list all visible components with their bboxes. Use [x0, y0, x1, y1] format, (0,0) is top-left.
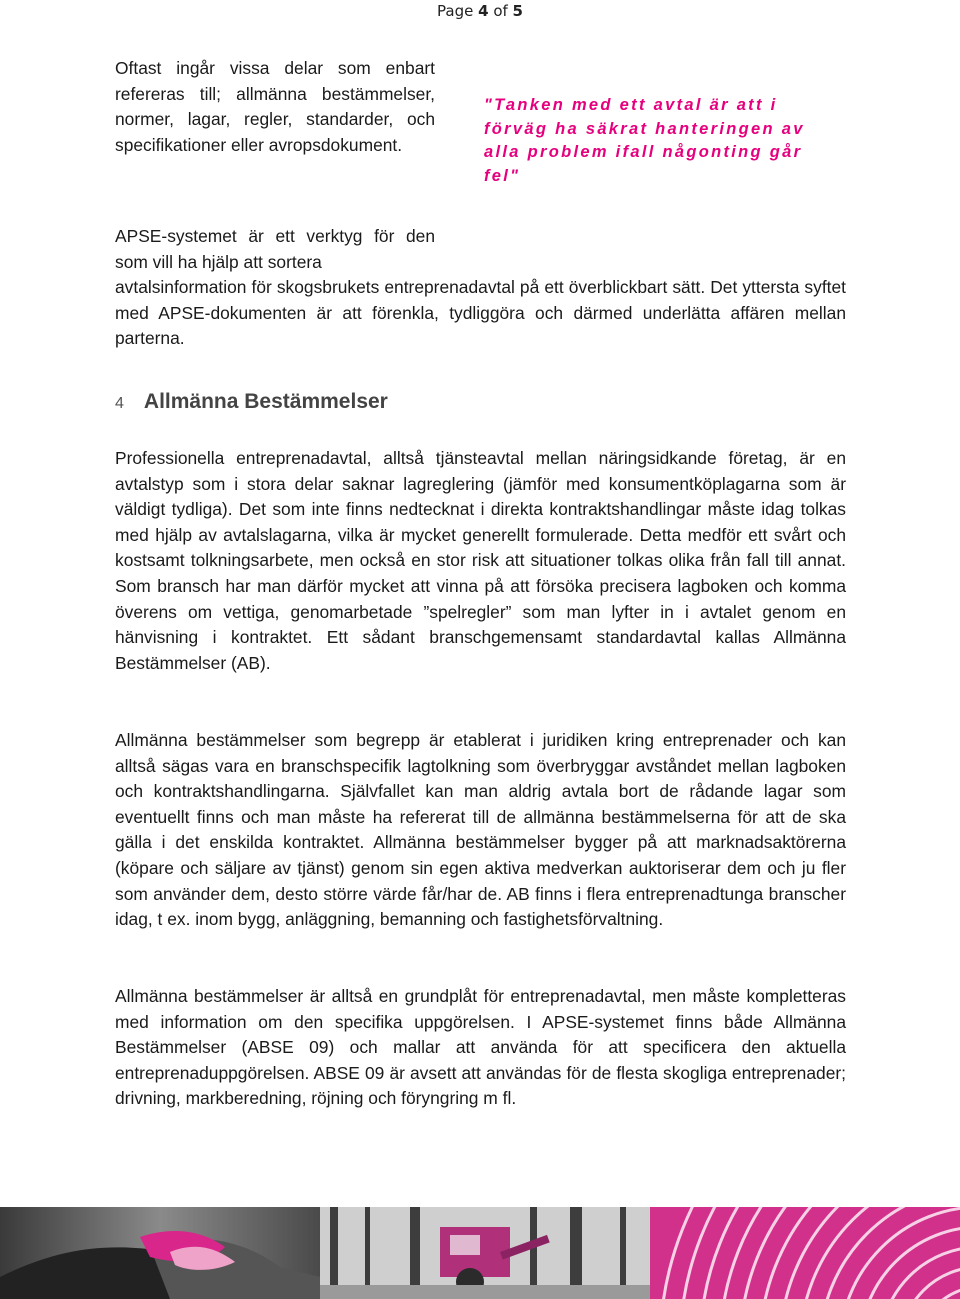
body-paragraph-2: Allmänna bestämmelser som begrepp är etablerat i juridiken kring entreprenader och kan alltså sägas vara en branschspecifik lagtolkning som överbryggar avståndet mellan lagboken och kontraktshandlingarna. Självfallet kan man aldrig avtala bort de rådande lagar som eventuellt finns och man måste ha refererat till de allmänna bestämmelserna för att de ska gälla i det enskilda kontraktet. Allmänna bestämmelser bygger på att marknadsaktörerna (köpare och säljare av tjänst) genom sin egen aktiva medverkan auktoriserar dem och ju fler som använder dem, desto större värde får/har de. AB finns i flera entreprenadtunga branscher idag, t ex. inom bygg, anläggning, bemanning och fastighetsförvaltning. — [115, 730, 846, 930]
section-heading — [115, 390, 388, 414]
footer-photo-band — [0, 1207, 960, 1299]
body-paragraph-1: Professionella entreprenadavtal, alltså tjänsteavtal mellan näringsidkande företag, är en avtalstyp som i stora delar saknar lagreglering (jämför med konsumentköplagarna som är väldigt tydliga). Det som inte finns nedtecknat i direkta kontraktshandlingar måste idag tolkas med hjälp av avtalslagarna, vilka är mycket generellt formulerade. Detta medför ett svårt och kostsamt tolkningsarbete, men också en stor risk att situationer tolkas olika från fall till annat. Som bransch har man därför mycket att vinna på att försöka precisera lagboken och komma överens om vettiga, genomarbetade ”spelregler” som man lyfter in i avtalet genom en hänvisning i kontraktet. Ett sådant branschgemensamt standardavtal kallas Allmänna Bestämmelser (AB). — [115, 448, 846, 673]
intro-paragraph: Oftast ingår vissa delar som enbart refereras till; allmänna bestämmelser, normer, lagar, regler, standarder, och specifikationer eller avropsdokument. — [115, 58, 435, 155]
apse-paragraph: avtalsinformation för skogsbrukets entreprenadavtal på ett överblickbart sätt. Det yttersta syftet med APSE-dokumenten är att förenkla, tydliggöra och därmed underlätta affären mellan parterna. — [115, 277, 846, 349]
section-title: Allmänna Bestämmelser — [143, 390, 388, 413]
pull-quote: "Tanken med ett avtal är att i förväg ha säkrat hanteringen av alla problem ifall någonting går fel" — [484, 96, 805, 185]
section-number: 4 — [115, 395, 124, 412]
tree-rings-photo — [650, 1207, 960, 1299]
page-number-header — [0, 2, 960, 20]
total-pages: 5 — [512, 2, 523, 20]
page-label: Page — [437, 2, 479, 20]
body-paragraph-3: Allmänna bestämmelser är alltså en grundplåt för entreprenadavtal, men måste kompletteras med information om den specifika uppgörelsen. I APSE-systemet finns både Allmänna Bestämmelser (ABSE 09) och mallar att använda för att specificera den aktuella entreprenaduppgörelsen. ABSE 09 är avsett att användas för de flesta skogliga entreprenader; drivning, markberedning, röjning och föryngring m fl. — [115, 986, 846, 1109]
apse-lead-text: APSE-systemet är ett verktyg för den som vill ha hjälp att sortera — [115, 226, 435, 272]
current-page: 4 — [478, 2, 489, 20]
page-of: of — [488, 2, 513, 20]
forest-machine-photo — [320, 1207, 650, 1299]
handshake-photo — [0, 1207, 320, 1299]
